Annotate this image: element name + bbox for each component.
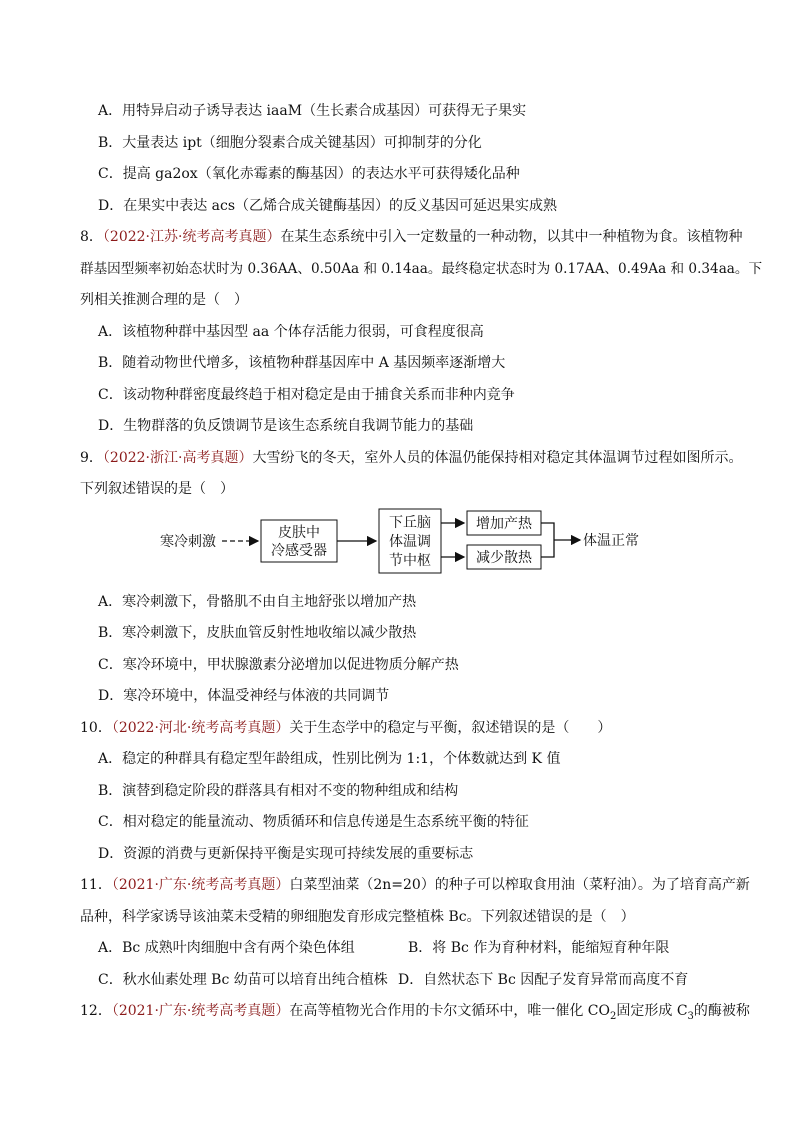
q9-stem-line2: 下列叙述错误的是（ ）: [80, 481, 234, 497]
stimulus-label: 寒冷刺激: [160, 534, 216, 550]
heat-gain-label: 增加产热: [476, 516, 532, 532]
q7-option-a: A．用特异启动子诱导表达 iaaM（生长素合成基因）可获得无子果实: [98, 103, 527, 119]
q11-option-c: C．秋水仙素处理 Bc 幼苗可以培育出纯合植株: [98, 972, 388, 988]
q11-source: （2021·广东·统考高考真题）: [111, 877, 290, 893]
q10-text: 关于生态学中的稳定与平衡，叙述错误的是（ ）: [289, 720, 612, 736]
receptor-label-line1: 皮肤中: [278, 525, 320, 541]
q10-option-d: D．资源的消费与更新保持平衡是实现可持续发展的重要标志: [98, 846, 474, 862]
center-label-line1: 下丘脑: [389, 515, 431, 531]
q8-option-b: B．随着动物世代增多，该植物种群基因库中 A 基因频率逐渐增大: [98, 355, 506, 371]
q8-stem-line2: 群基因型频率初始态状时为 0.36AA、0.50Aa 和 0.14aa。最终稳定状态时为 0.17AA、0.49Aa 和 0.34aa。下: [80, 261, 763, 277]
receptor-label-line2: 冷感受器: [271, 543, 327, 559]
q8-option-d: D．生物群落的负反馈调节是该生态系统自我调节能力的基础: [98, 418, 474, 434]
center-label-line3: 节中枢: [389, 553, 431, 569]
q11-text: 白菜型油菜（2n=20）的种子可以榨取食用油（菜籽油）。为了培育高产新: [289, 877, 750, 893]
q11-option-a: A．Bc 成熟叶肉细胞中含有两个染色体组: [98, 940, 355, 956]
q10-source: （2022·河北·统考高考真题）: [111, 720, 290, 736]
q10-number: 10．: [80, 720, 112, 736]
q12-stem-line1: [80, 1001, 750, 1027]
thermoregulation-diagram: [150, 505, 670, 577]
q12-sub-co2: 2: [610, 1010, 617, 1022]
q12-sub-c3: 3: [687, 1010, 694, 1022]
q8-text: 在某生态系统中引入一定数量的一种动物，以其中一种植物为食。该植物种: [280, 229, 743, 245]
q11-option-d: D．自然状态下 Bc 因配子发育异常而高度不育: [398, 972, 689, 988]
result-label: 体温正常: [583, 533, 639, 549]
heat-loss-label: 减少散热: [476, 550, 532, 566]
q7-option-c: C．提高 ga2ox（氧化赤霉素的酶基因）的表达水平可获得矮化品种: [98, 166, 520, 182]
q11-option-b: B．将 Bc 作为育种材料，能缩短育种年限: [408, 940, 670, 956]
q8-stem-line3: 列相关推测合理的是（ ）: [80, 292, 248, 308]
q10-option-a: A．稳定的种群具有稳定型年龄组成，性别比例为 1:1，个体数就达到 K 值: [98, 751, 561, 767]
q7-option-d: D．在果实中表达 acs（乙烯合成关键酶基因）的反义基因可延迟果实成熟: [98, 198, 558, 214]
q12-text-b: 固定形成 C: [616, 1003, 688, 1019]
q8-number: 8．: [80, 229, 103, 245]
q8-stem-line1: [80, 227, 742, 247]
q7-option-b: B．大量表达 ipt（细胞分裂素合成关键基因）可抑制芽的分化: [98, 135, 482, 151]
q12-number: 12．: [80, 1003, 112, 1019]
q9-option-c: C．寒冷环境中，甲状腺激素分泌增加以促进物质分解产热: [98, 657, 459, 673]
q10-stem: [80, 718, 611, 738]
q9-option-a: A．寒冷刺激下，骨骼肌不由自主地舒张以增加产热: [98, 594, 417, 610]
q12-text-c: 的酶被称: [693, 1003, 750, 1019]
q11-stem-line2: 品种，科学家诱导该油菜未受精的卵细胞发育形成完整植株 Bc。下列叙述错误的是（ ）: [80, 909, 635, 925]
q10-option-c: C．相对稳定的能量流动、物质循环和信息传递是生态系统平衡的特征: [98, 814, 529, 830]
q9-stem-line1: [80, 448, 742, 468]
q9-source: （2022·浙江·高考真题）: [102, 450, 253, 466]
center-label-line2: 体温调: [389, 534, 431, 550]
q12-source: （2021·广东·统考高考真题）: [111, 1003, 290, 1019]
q8-source: （2022·江苏·统考高考真题）: [102, 229, 281, 245]
q12-text-a: 在高等植物光合作用的卡尔文循环中，唯一催化 CO: [289, 1003, 610, 1019]
q9-option-b: B．寒冷刺激下，皮肤血管反射性地收缩以减少散热: [98, 625, 417, 641]
q8-option-c: C．该动物种群密度最终趋于相对稳定是由于捕食关系而非种内竞争: [98, 387, 515, 403]
q9-number: 9．: [80, 450, 103, 466]
q11-number: 11．: [80, 877, 112, 893]
q8-option-a: A．该植物种群中基因型 aa 个体存活能力很弱，可食程度很高: [98, 324, 484, 340]
q10-option-b: B．演替到稳定阶段的群落具有相对不变的物种组成和结构: [98, 783, 459, 799]
q9-text: 大雪纷飞的冬天，室外人员的体温仍能保持相对稳定其体温调节过程如图所示。: [252, 450, 743, 466]
q11-stem-line1: [80, 875, 750, 895]
q9-option-d: D．寒冷环境中，体温受神经与体液的共同调节: [98, 688, 390, 704]
